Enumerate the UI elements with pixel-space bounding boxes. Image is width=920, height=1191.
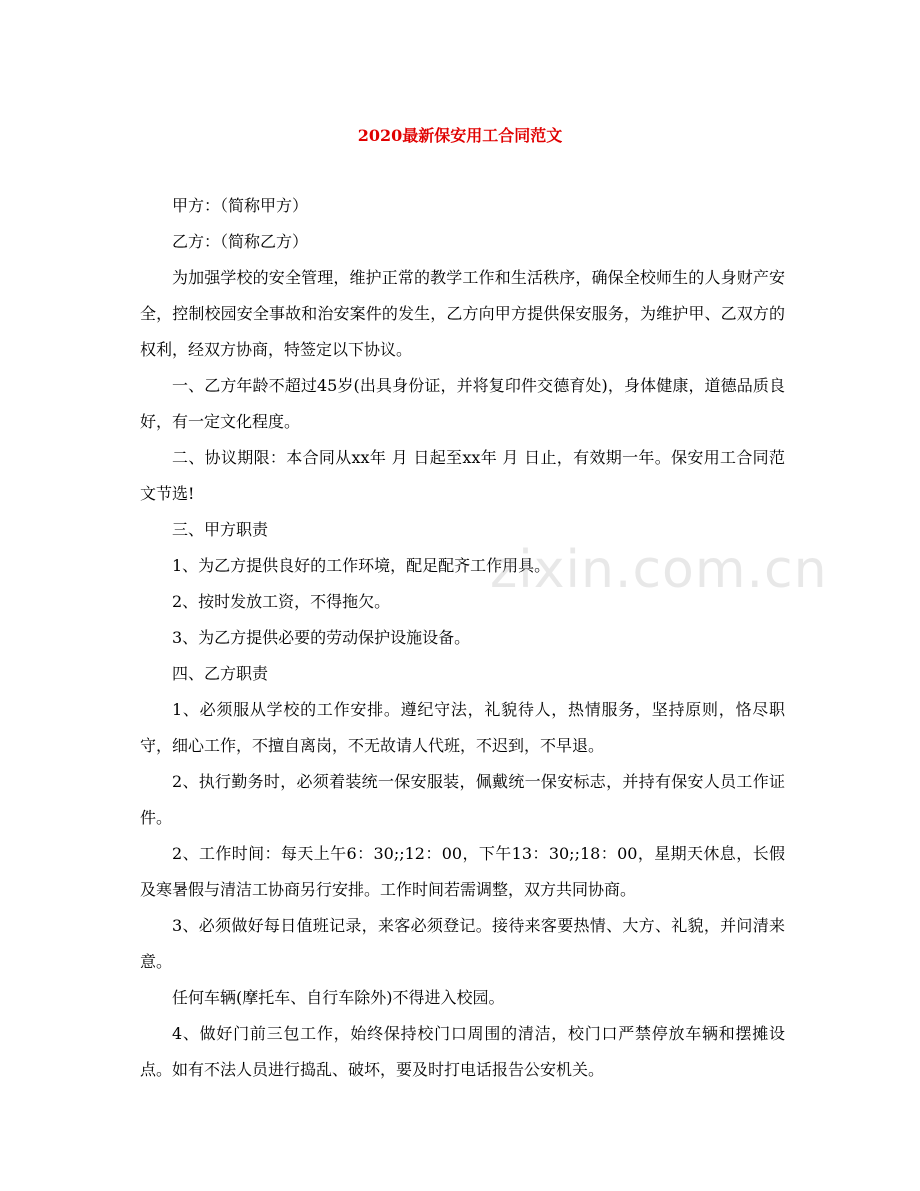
paragraph: 3、为乙方提供必要的劳动保护设施设备。 [172, 628, 471, 647]
document-title: 2020最新保安用工合同范文 [357, 126, 563, 145]
paragraph: 一、乙方年龄不超过45岁(出具身份证，并将复印件交德育处)，身体健康，道德品质良好，有一定文化程度。 [140, 376, 785, 431]
paragraph: 甲方：（简称甲方） [172, 196, 309, 215]
paragraph: 任何车辆(摩托车、自行车除外)不得进入校园。 [172, 988, 505, 1007]
paragraph: 为加强学校的安全管理，维护正常的教学工作和生活秩序，确保全校师生的人身财产安全，控制校园安全事故和治安案件的发生，乙方向甲方提供保安服务，为维护甲、乙双方的权利，经双方协商，特签定以下协议。 [140, 268, 785, 359]
watermark: zixin.com.cn [490, 540, 828, 600]
paragraph: 3、必须做好每日值班记录，来客必须登记。接待来客要热情、大方、礼貌，并问清来意。 [140, 916, 785, 971]
document-body [140, 188, 785, 1088]
paragraph: 1、必须服从学校的工作安排。遵纪守法，礼貌待人，热情服务，坚持原则，恪尽职守，细心工作，不擅自离岗，不无故请人代班，不迟到，不早退。 [140, 700, 785, 755]
section-heading: 三、甲方职责 [172, 520, 269, 539]
paragraph: 乙方：（简称乙方） [172, 232, 309, 251]
paragraph: 2、工作时间：每天上午6：30;;12：00，下午13：30;;18：00，星期天休息，长假及寒暑假与清洁工协商另行安排。工作时间若需调整，双方共同协商。 [140, 844, 785, 899]
paragraph: 二、协议期限：本合同从xx年 月 日起至xx年 月 日止，有效期一年。保安用工合同范文节选! [140, 448, 785, 503]
paragraph: 2、按时发放工资，不得拖欠。 [172, 592, 391, 611]
section-heading: 四、乙方职责 [172, 664, 269, 683]
paragraph: 4、做好门前三包工作，始终保持校门口周围的清洁，校门口严禁停放车辆和摆摊设点。如有不法人员进行捣乱、破坏，要及时打电话报告公安机关。 [140, 1024, 785, 1079]
paragraph: 1、为乙方提供良好的工作环境，配足配齐工作用具。 [172, 556, 551, 575]
paragraph: 2、执行勤务时，必须着装统一保安服装，佩戴统一保安标志，并持有保安人员工作证件。 [140, 772, 785, 827]
